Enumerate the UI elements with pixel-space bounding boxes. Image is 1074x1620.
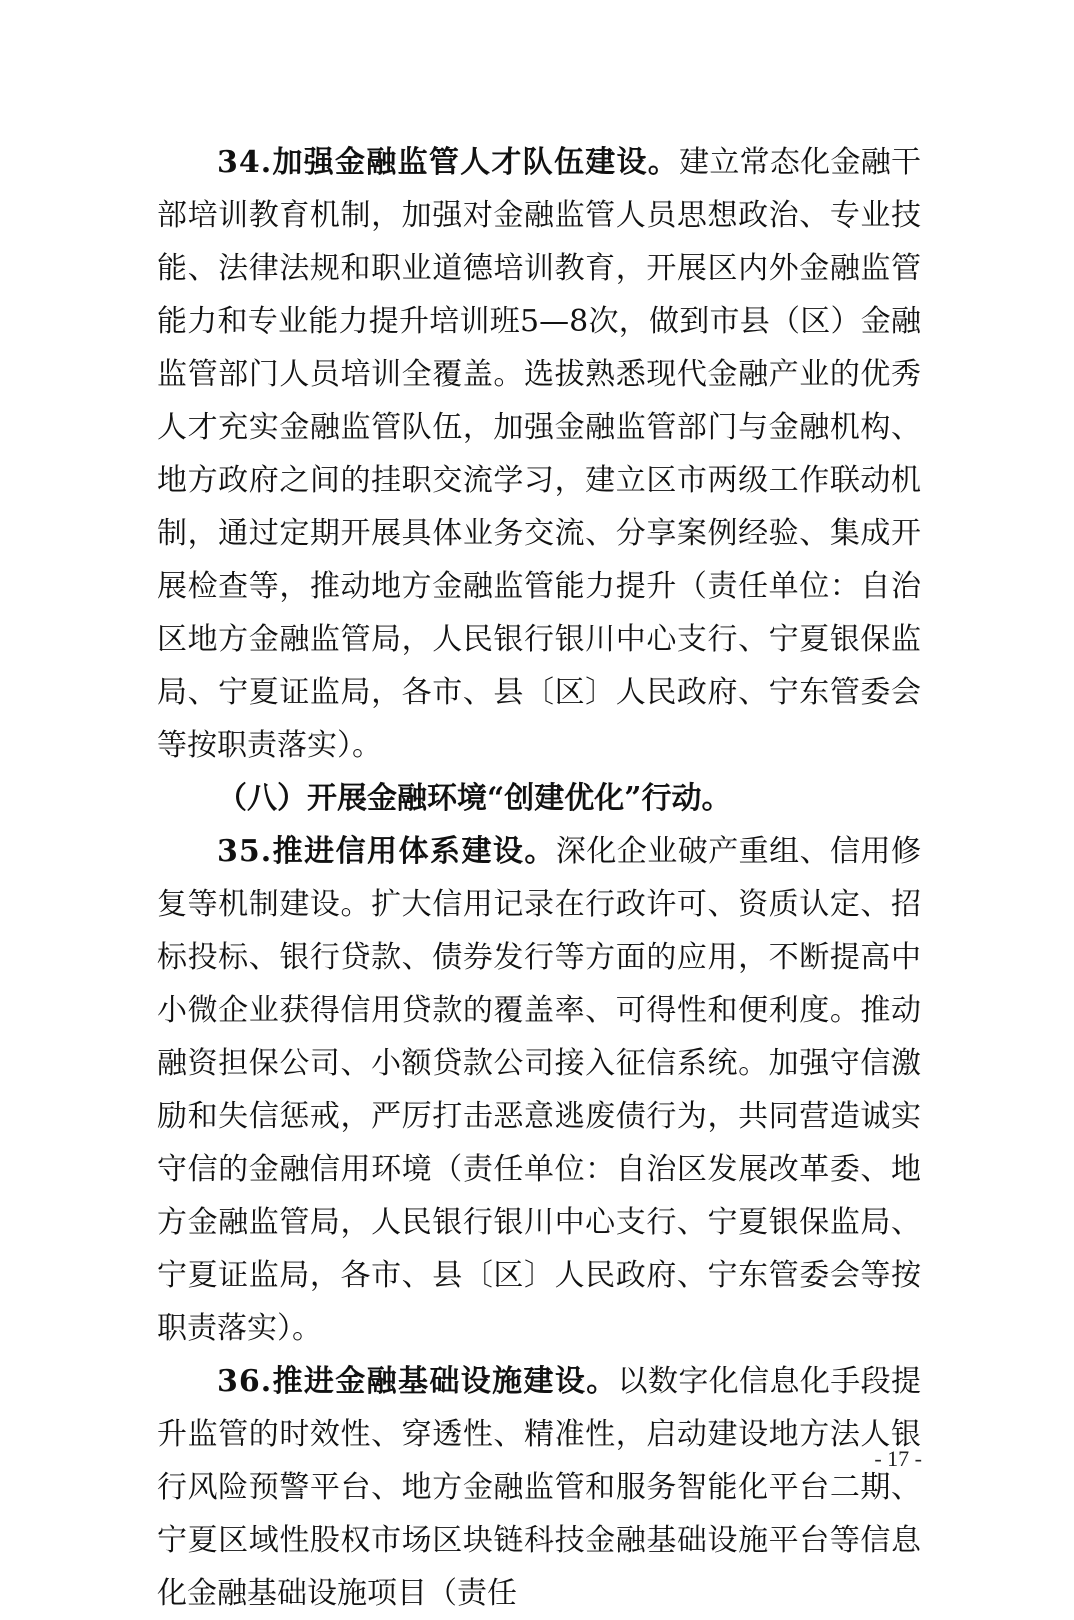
paragraph-lead: 34.加强金融监管人才队伍建设。 <box>217 145 680 180</box>
section-heading: （八）开展金融环境“创建优化”行动。 <box>217 781 732 816</box>
page-number: - 17 - <box>874 1446 922 1471</box>
paragraph-35 <box>157 825 921 1355</box>
paragraph-36 <box>157 1355 921 1620</box>
paragraph-lead: 35.推进信用体系建设。 <box>217 834 556 869</box>
paragraph-text: 深化企业破产重组、信用修复等机制建设。扩大信用记录在行政许可、资质认定、招标投标、银行贷款、债券发行等方面的应用，不断提高中小微企业获得信用贷款的覆盖率、可得性和便利度。推动融资担保公司、小额贷款公司接入征信系统。加强守信激励和失信惩戒，严厉打击恶意逃废债行为，共同营造诚实守信的金融信用环境（责任单位：自治区发展改革委、地方金融监管局，人民银行银川中心支行、宁夏银保监局、宁夏证监局，各市、县〔区〕人民政府、宁东管委会等按职责落实）。 <box>157 834 921 1346</box>
paragraph-text: 以数字化信息化手段提升监管的时效性、穿透性、精准性，启动建设地方法人银行风险预警平台、地方金融监管和服务智能化平台二期、宁夏区域性股权市场区块链科技金融基础设施平台等信息化金融基础设施项目（责任 <box>157 1364 921 1611</box>
paragraph-text: 建立常态化金融干部培训教育机制，加强对金融监管人员思想政治、专业技能、法律法规和职业道德培训教育，开展区内外金融监管能力和专业能力提升培训班5—8次，做到市县（区）金融监管部门人员培训全覆盖。选拔熟悉现代金融产业的优秀人才充实金融监管队伍，加强金融监管部门与金融机构、地方政府之间的挂职交流学习，建立区市两级工作联动机制，通过定期开展具体业务交流、分享案例经验、集成开展检查等，推动地方金融监管能力提升（责任单位：自治区地方金融监管局，人民银行银川中心支行、宁夏银保监局、宁夏证监局，各市、县〔区〕人民政府、宁东管委会等按职责落实）。 <box>157 145 921 763</box>
paragraph-34 <box>157 136 921 772</box>
document-body <box>157 136 921 1620</box>
paragraph-lead: 36.推进金融基础设施建设。 <box>217 1364 618 1399</box>
